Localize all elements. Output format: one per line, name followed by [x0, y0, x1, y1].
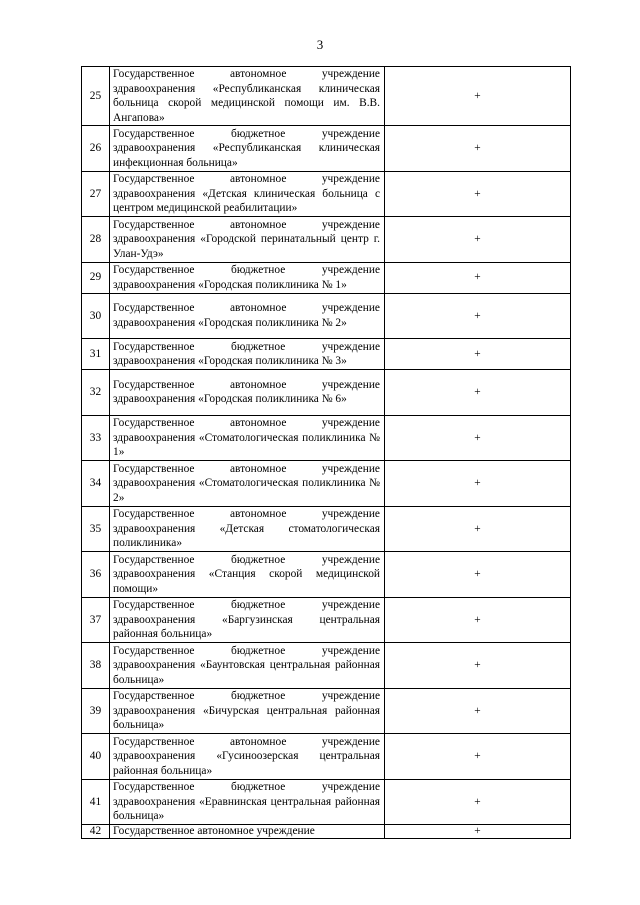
table-row [82, 506, 571, 552]
row-number-cell: 26 [82, 126, 110, 172]
institution-name-cell: Государственное автономное учреждение здравоохранения «Республиканская клиническая больница скорой медицинской помощи им. В.В. Ангапова» [110, 67, 385, 126]
table-row [82, 217, 571, 263]
row-number-cell: 30 [82, 293, 110, 339]
mark-cell: + [385, 262, 571, 293]
institution-name-cell: Государственное автономное учреждение здравоохранения «Городская поликлиника № 6» [110, 370, 385, 416]
institution-name-cell: Государственное бюджетное учреждение здравоохранения «Баунтовская центральная районная больница» [110, 643, 385, 689]
mark-cell: + [385, 339, 571, 370]
row-number-cell: 39 [82, 688, 110, 734]
row-number-cell: 42 [82, 825, 110, 839]
row-number-cell: 37 [82, 597, 110, 643]
table-row [82, 825, 571, 839]
institution-name-cell: Государственное автономное учреждение здравоохранения «Городская поликлиника № 2» [110, 293, 385, 339]
institution-name-cell: Государственное автономное учреждение здравоохранения «Детская клиническая больница с центром медицинской реабилитации» [110, 171, 385, 217]
mark-cell: + [385, 506, 571, 552]
institution-name-cell: Государственное бюджетное учреждение здравоохранения «Городская поликлиника № 1» [110, 262, 385, 293]
page-number: 3 [316, 37, 324, 52]
table-row [82, 171, 571, 217]
row-number-cell: 35 [82, 506, 110, 552]
row-number-cell: 27 [82, 171, 110, 217]
row-number-cell: 25 [82, 67, 110, 126]
table-row [82, 779, 571, 825]
institution-name-cell: Государственное бюджетное учреждение здравоохранения «Станция скорой медицинской помощи» [110, 552, 385, 598]
institutions-table [81, 66, 571, 839]
row-number-cell: 38 [82, 643, 110, 689]
mark-cell: + [385, 552, 571, 598]
table-row [82, 734, 571, 780]
row-number-cell: 41 [82, 779, 110, 825]
institution-name-cell: Государственное бюджетное учреждение здравоохранения «Городская поликлиника № 3» [110, 339, 385, 370]
row-number-cell: 36 [82, 552, 110, 598]
mark-cell: + [385, 643, 571, 689]
table-row [82, 552, 571, 598]
institution-name-cell: Государственное бюджетное учреждение здравоохранения «Еравнинская центральная районная больница» [110, 779, 385, 825]
row-number-cell: 31 [82, 339, 110, 370]
institution-name-cell: Государственное автономное учреждение здравоохранения «Гусиноозерская центральная районная больница» [110, 734, 385, 780]
table-row [82, 415, 571, 461]
institution-name-cell: Государственное автономное учреждение здравоохранения «Стоматологическая поликлиника № 1» [110, 415, 385, 461]
row-number-cell: 33 [82, 415, 110, 461]
mark-cell: + [385, 370, 571, 416]
mark-cell: + [385, 217, 571, 263]
institution-name-cell: Государственное автономное учреждение здравоохранения «Стоматологическая поликлиника № 2» [110, 461, 385, 507]
mark-cell: + [385, 126, 571, 172]
institution-name-cell: Государственное бюджетное учреждение здравоохранения «Республиканская клиническая инфекционная больница» [110, 126, 385, 172]
table-row [82, 461, 571, 507]
table-row [82, 126, 571, 172]
institution-name-cell: Государственное автономное учреждение [110, 825, 385, 839]
mark-cell: + [385, 597, 571, 643]
mark-cell: + [385, 688, 571, 734]
institution-name-cell: Государственное бюджетное учреждение здравоохранения «Баргузинская центральная районная больница» [110, 597, 385, 643]
table-row [82, 688, 571, 734]
mark-cell: + [385, 293, 571, 339]
table-row [82, 370, 571, 416]
table-body [82, 67, 571, 839]
table-row [82, 643, 571, 689]
row-number-cell: 29 [82, 262, 110, 293]
row-number-cell: 32 [82, 370, 110, 416]
mark-cell: + [385, 67, 571, 126]
table-row [82, 262, 571, 293]
mark-cell: + [385, 415, 571, 461]
table-row [82, 339, 571, 370]
table-row [82, 293, 571, 339]
mark-cell: + [385, 734, 571, 780]
row-number-cell: 34 [82, 461, 110, 507]
mark-cell: + [385, 461, 571, 507]
row-number-cell: 28 [82, 217, 110, 263]
mark-cell: + [385, 171, 571, 217]
institution-name-cell: Государственное бюджетное учреждение здравоохранения «Бичурская центральная районная больница» [110, 688, 385, 734]
institution-name-cell: Государственное автономное учреждение здравоохранения «Городской перинатальный центр г. Улан-Удэ» [110, 217, 385, 263]
table-row [82, 597, 571, 643]
institution-name-cell: Государственное автономное учреждение здравоохранения «Детская стоматологическая поликлиника» [110, 506, 385, 552]
mark-cell: + [385, 825, 571, 839]
mark-cell: + [385, 779, 571, 825]
table-row [82, 67, 571, 126]
row-number-cell: 40 [82, 734, 110, 780]
